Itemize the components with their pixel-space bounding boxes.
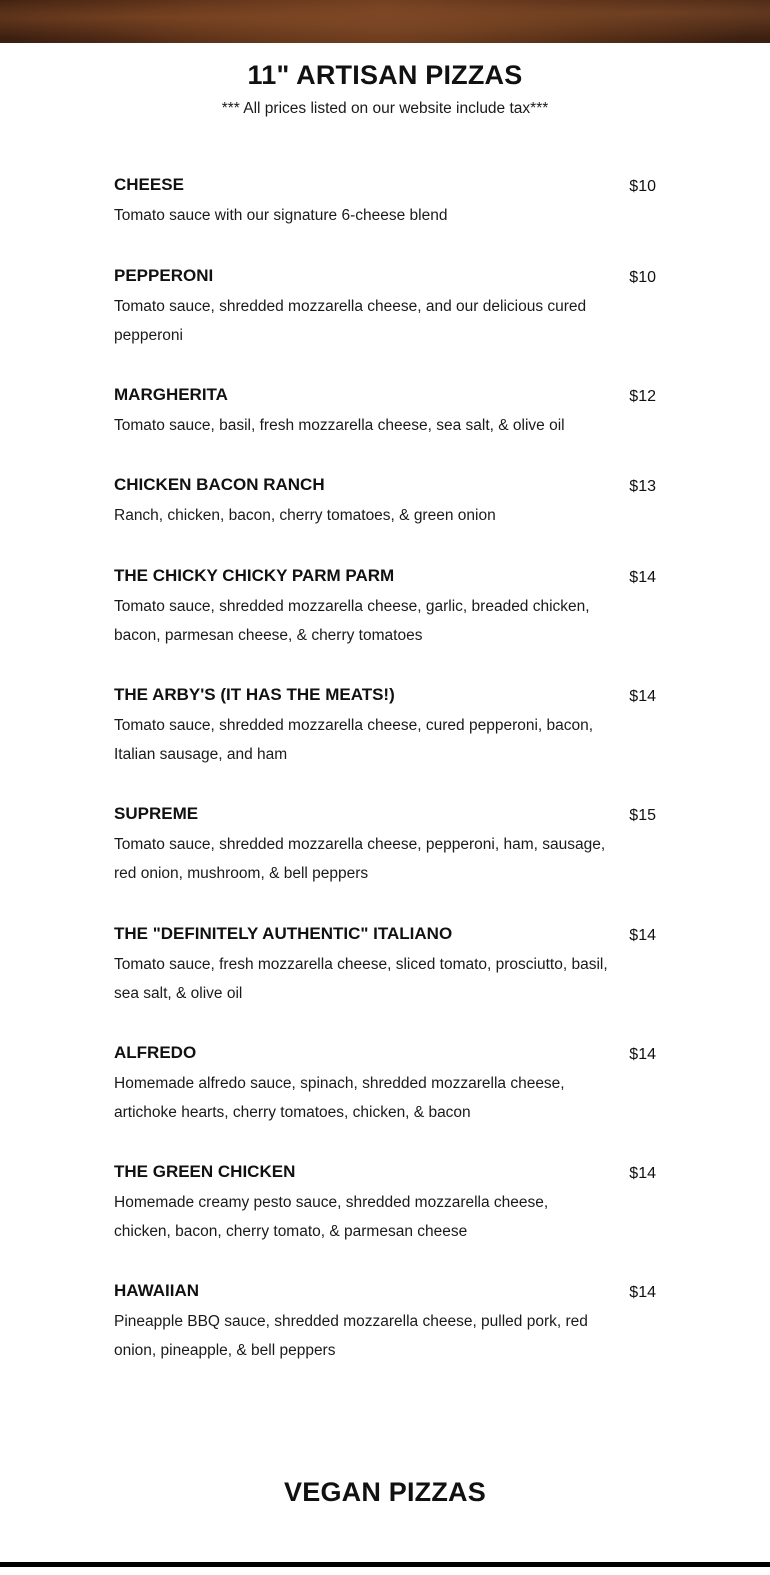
menu-item <box>114 265 656 350</box>
item-description: Tomato sauce with our signature 6-cheese blend <box>114 207 448 224</box>
menu-item <box>114 1042 656 1127</box>
item-description: Ranch, chicken, bacon, cherry tomatoes, & green onion <box>114 507 496 524</box>
item-description: Tomato sauce, shredded mozzarella cheese, and our delicious cured pepperoni <box>114 298 587 344</box>
menu-item <box>114 474 656 530</box>
tax-note: *** All prices listed on our website include tax*** <box>221 100 549 117</box>
item-price: $14 <box>629 1165 656 1182</box>
item-description: Pineapple BBQ sauce, shredded mozzarella cheese, pulled pork, red onion, pineapple, & bell peppers <box>114 1313 588 1359</box>
item-price: $13 <box>629 478 656 495</box>
item-name: THE GREEN CHICKEN <box>114 1162 296 1181</box>
section-title-artisan-pizzas: 11" ARTISAN PIZZAS <box>247 60 523 90</box>
menu-item <box>114 174 656 230</box>
item-name: PEPPERONI <box>114 266 214 285</box>
item-name: CHEESE <box>114 175 184 194</box>
item-description: Tomato sauce, shredded mozzarella cheese, cured pepperoni, bacon, Italian sausage, and ham <box>114 717 594 763</box>
item-price: $14 <box>629 688 656 705</box>
item-description: Homemade alfredo sauce, spinach, shredded mozzarella cheese, artichoke hearts, cherry tomatoes, chicken, & bacon <box>114 1075 565 1121</box>
header-banner-image <box>0 0 770 43</box>
item-price: $14 <box>629 1046 656 1063</box>
item-description: Tomato sauce, basil, fresh mozzarella cheese, sea salt, & olive oil <box>114 417 565 434</box>
menu-item <box>114 384 656 440</box>
item-description: Homemade creamy pesto sauce, shredded mozzarella cheese, chicken, bacon, cherry tomato, & parmesan cheese <box>114 1194 549 1240</box>
item-name: MARGHERITA <box>114 385 228 404</box>
item-name: THE "DEFINITELY AUTHENTIC" ITALIANO <box>114 924 453 943</box>
item-price: $10 <box>629 269 656 286</box>
item-name: CHICKEN BACON RANCH <box>114 475 325 494</box>
item-description: Tomato sauce, shredded mozzarella cheese, garlic, breaded chicken, bacon, parmesan cheese, & cherry tomatoes <box>114 598 590 644</box>
menu-item <box>114 1280 656 1365</box>
menu-item <box>114 565 656 650</box>
item-price: $15 <box>629 807 656 824</box>
item-name: THE ARBY'S (IT HAS THE MEATS!) <box>114 685 395 704</box>
item-name: SUPREME <box>114 804 199 823</box>
menu-item <box>114 803 656 888</box>
item-price: $14 <box>629 1284 656 1301</box>
item-price: $12 <box>629 388 656 405</box>
item-description: Tomato sauce, fresh mozzarella cheese, sliced tomato, prosciutto, basil, sea salt, & olive oil <box>114 956 608 1002</box>
menu-item <box>114 1161 656 1246</box>
item-name: HAWAIIAN <box>114 1281 199 1300</box>
item-name: ALFREDO <box>114 1043 197 1062</box>
bottom-divider <box>0 1562 770 1567</box>
item-name: THE CHICKY CHICKY PARM PARM <box>114 566 395 585</box>
section-title-vegan-pizzas: VEGAN PIZZAS <box>284 1477 486 1507</box>
item-price: $10 <box>629 178 656 195</box>
item-description: Tomato sauce, shredded mozzarella cheese, pepperoni, ham, sausage, red onion, mushroom, & bell peppers <box>114 836 606 882</box>
menu-item <box>114 684 656 769</box>
item-price: $14 <box>629 927 656 944</box>
item-price: $14 <box>629 569 656 586</box>
menu-item <box>114 923 656 1008</box>
